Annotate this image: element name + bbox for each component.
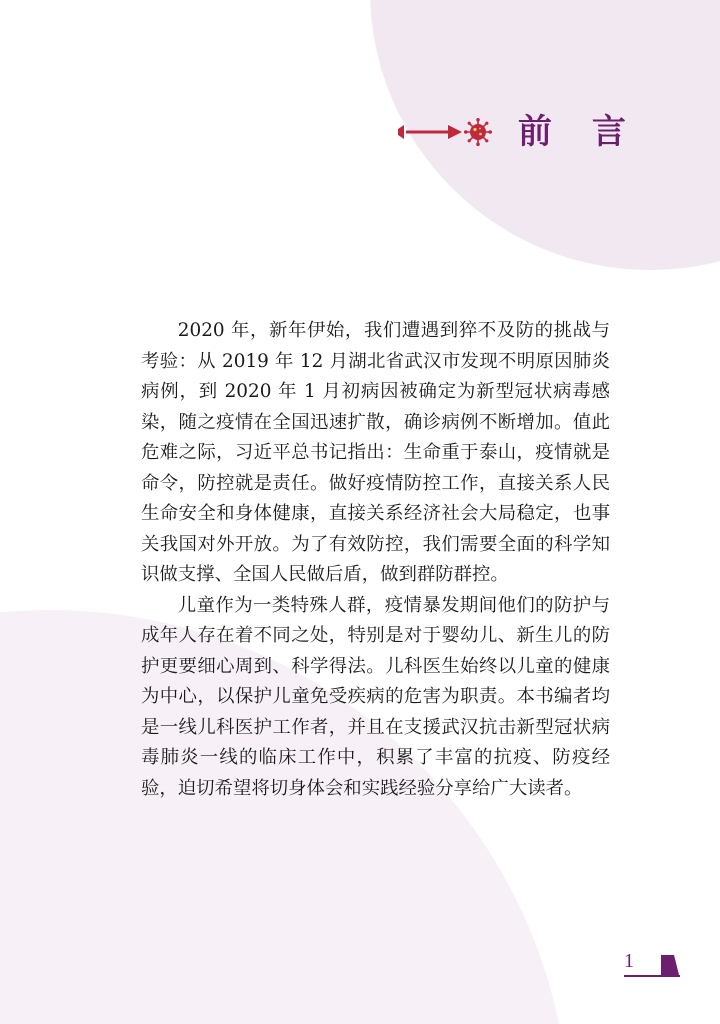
folio-tab-icon: [661, 955, 679, 975]
arrow-right-icon: [398, 123, 464, 141]
page-footer: [624, 949, 682, 979]
preface-body: [141, 316, 610, 804]
paragraph: 儿童作为一类特殊人群，疫情暴发期间他们的防护与成年人存在着不同之处，特别是对于婴幼儿、新生儿的防护更要细心周到、科学得法。儿科医生始终以儿童的健康为中心，以保护儿童免受疾病的危害为职责。本书编者均是一线儿科医护工作者，并且在支援武汉抗击新型冠状病毒肺炎一线的临床工作中，积累了丰富的抗疫、防疫经验，迫切希望将切身体会和实践经验分享给广大读者。: [141, 594, 610, 799]
page-number: 1: [624, 950, 634, 972]
footer-rule: [624, 975, 680, 977]
paragraph: 2020 年，新年伊始，我们遭遇到猝不及防的挑战与考验：从 2019 年 12 月湖北省武汉市发现不明原因肺炎病例，到 2020 年 1 月初病因被确定为新型冠状病毒感染，随之疫情在全国迅速扩散，确诊病例不断增加。值此危难之际，习近平总书记指出：生命重于泰山，疫情就是命令，防控就是责任。做好疫情防控工作，直接关系人民生命安全和身体健康，直接关系经济社会大局稳定，也事关我国对外开放。为了有效防控，我们需要全面的科学知识做支撑、全国人民做后盾，做到群防群控。: [141, 320, 610, 585]
virus-icon: [464, 118, 492, 146]
page-title: 前 言: [518, 112, 640, 152]
chapter-header: [398, 110, 640, 154]
